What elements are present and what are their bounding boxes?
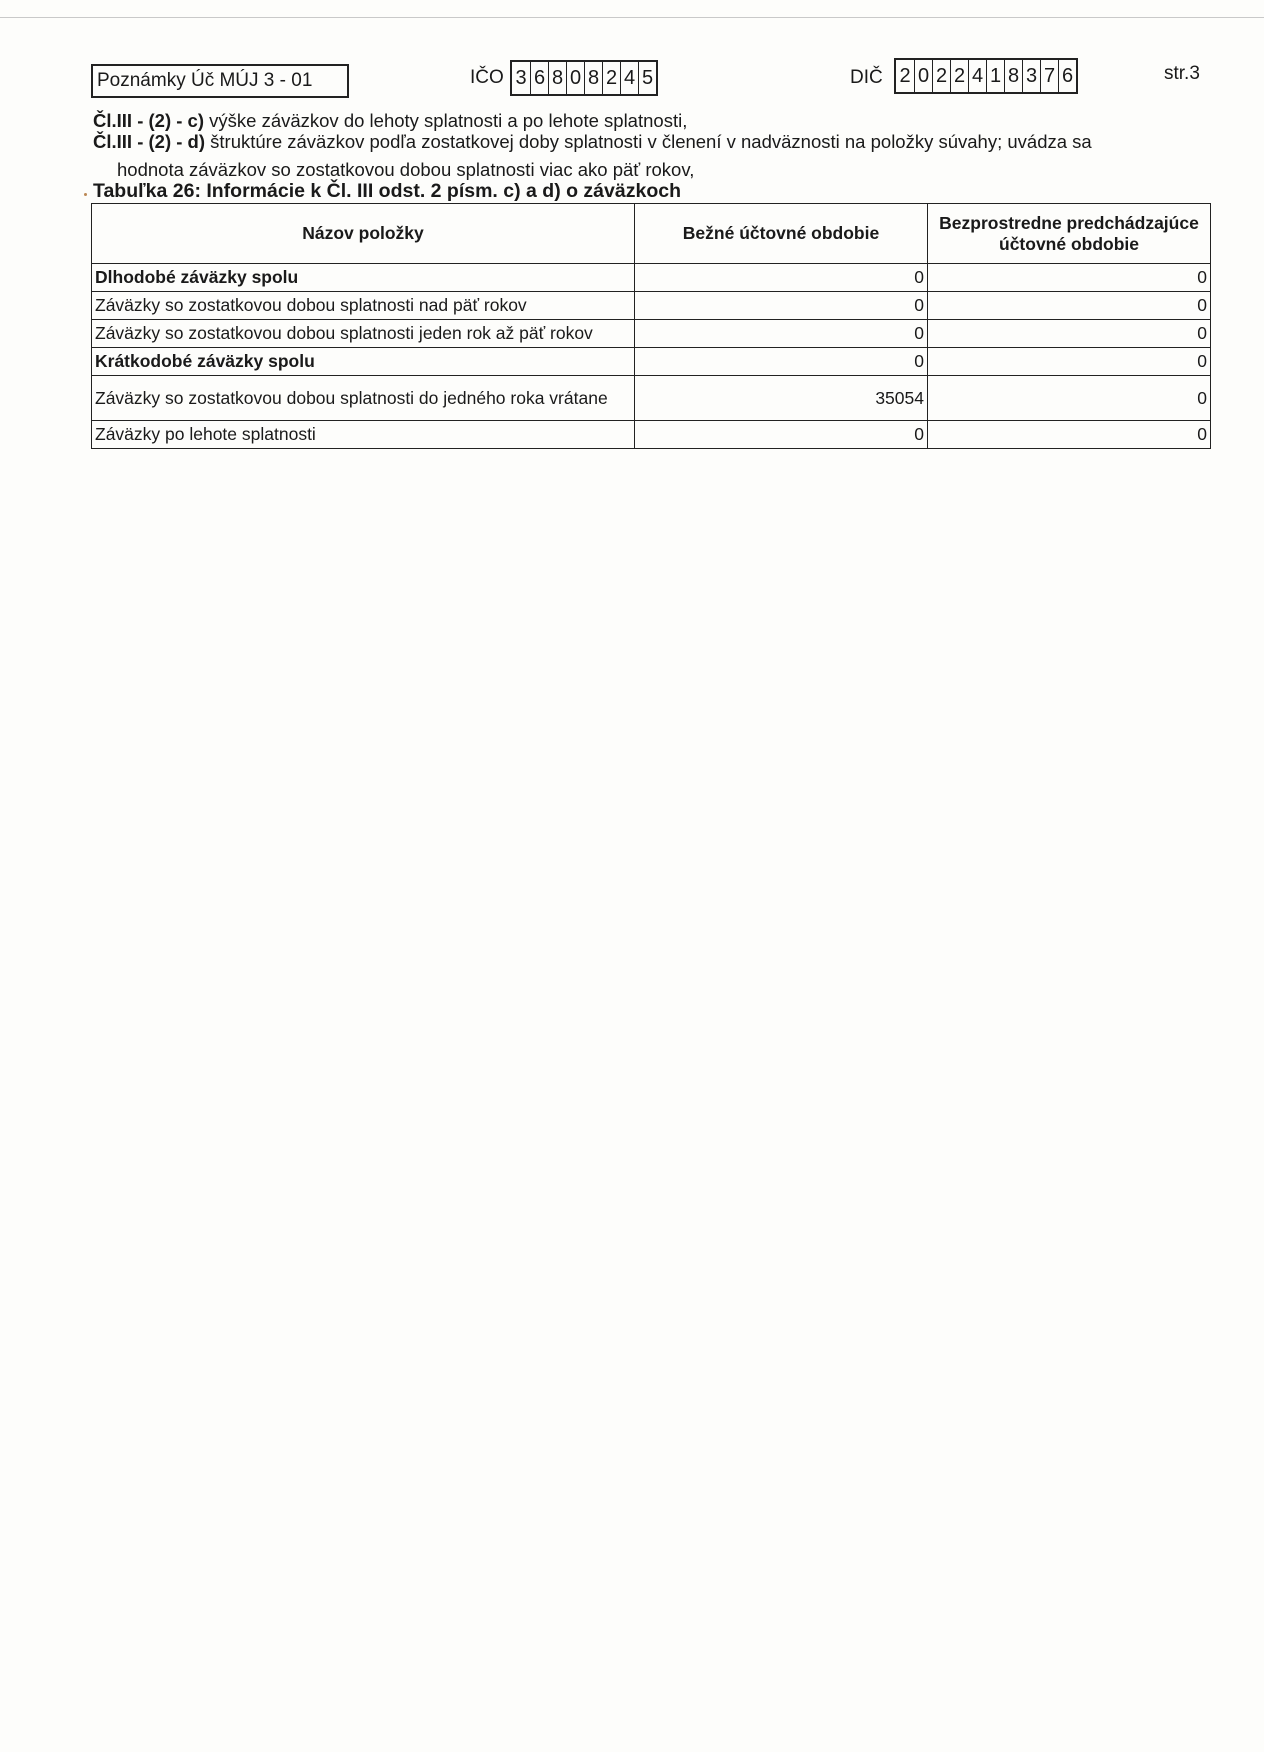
dic-digit: 2 (932, 60, 950, 92)
table-row (92, 421, 1211, 449)
ico-digit: 3 (515, 67, 527, 89)
form-label-box (91, 64, 349, 98)
table-row (92, 264, 1211, 292)
column-header-previous: Bezprostredne predchádzajúce účtovné obdobie (928, 204, 1211, 264)
row-previous-value: 0 (928, 264, 1211, 292)
row-previous-value: 0 (928, 320, 1211, 348)
row-label: Dlhodobé záväzky spolu (92, 264, 635, 292)
ico-digit: 4 (620, 62, 638, 94)
row-label: Záväzky so zostatkovou dobou splatnosti nad päť rokov (92, 292, 635, 320)
table-row (92, 320, 1211, 348)
dic-digit: 6 (1058, 60, 1076, 92)
row-previous-value: 0 (928, 376, 1211, 421)
form-label: Poznámky Úč MÚJ 3 - 01 (97, 70, 313, 91)
dic-digit: 2 (950, 60, 968, 92)
ico-digit: 0 (566, 62, 584, 94)
scan-mark (84, 193, 87, 196)
dic-digit: 2 (899, 65, 911, 87)
ico-digit: 5 (638, 62, 656, 94)
row-label: Záväzky so zostatkovou dobou splatnosti do jedného roka vrátane (92, 376, 635, 421)
top-rule (0, 17, 1264, 18)
dic-digit: 8 (1004, 60, 1022, 92)
dic-digit: 1 (986, 60, 1004, 92)
ico-digit: 8 (584, 62, 602, 94)
column-header-item: Názov položky (92, 204, 635, 264)
table-row (92, 348, 1211, 376)
row-label: Záväzky so zostatkovou dobou splatnosti jeden rok až päť rokov (92, 320, 635, 348)
row-label: Záväzky po lehote splatnosti (92, 421, 635, 449)
ico-digit: 8 (548, 62, 566, 94)
ico-digits (510, 60, 658, 96)
row-previous-value: 0 (928, 292, 1211, 320)
row-current-value: 0 (635, 320, 928, 348)
row-previous-value: 0 (928, 421, 1211, 449)
article-d-prefix: Čl.III - (2) - d) (93, 131, 206, 152)
row-current-value: 35054 (635, 376, 928, 421)
dic-label: DIČ (850, 67, 883, 88)
article-c-text: výške záväzkov do lehoty splatnosti a po lehote splatnosti, (209, 110, 688, 131)
page-number: str.3 (1164, 63, 1200, 84)
article-d-text: štruktúre záväzkov podľa zostatkovej doby splatnosti v členení v nadväznosti na položky súvahy; uvádza sa (210, 131, 1092, 152)
dic-digit: 7 (1040, 60, 1058, 92)
liabilities-table (91, 203, 1211, 449)
dic-digit: 4 (968, 60, 986, 92)
row-current-value: 0 (635, 292, 928, 320)
table-row (92, 376, 1211, 421)
row-current-value: 0 (635, 421, 928, 449)
ico-digit: 2 (602, 62, 620, 94)
dic-digits (894, 58, 1078, 94)
row-label: Krátkodobé záväzky spolu (92, 348, 635, 376)
dic-digit: 0 (914, 60, 932, 92)
table-row (92, 292, 1211, 320)
table-title: Tabuľka 26: Informácie k Čl. III odst. 2 písm. c) a d) o záväzkoch (93, 180, 681, 202)
article-d-line (93, 131, 1092, 153)
row-previous-value: 0 (928, 348, 1211, 376)
row-current-value: 0 (635, 348, 928, 376)
dic-digit: 3 (1022, 60, 1040, 92)
row-current-value: 0 (635, 264, 928, 292)
table-header-row (92, 204, 1211, 264)
article-d-text-continued: hodnota záväzkov so zostatkovou dobou splatnosti viac ako päť rokov, (117, 159, 695, 180)
article-c-prefix: Čl.III - (2) - c) (93, 110, 204, 131)
ico-digit: 6 (530, 62, 548, 94)
article-c-line (93, 110, 687, 132)
column-header-current: Bežné účtovné obdobie (635, 204, 928, 264)
ico-label: IČO (470, 67, 504, 88)
